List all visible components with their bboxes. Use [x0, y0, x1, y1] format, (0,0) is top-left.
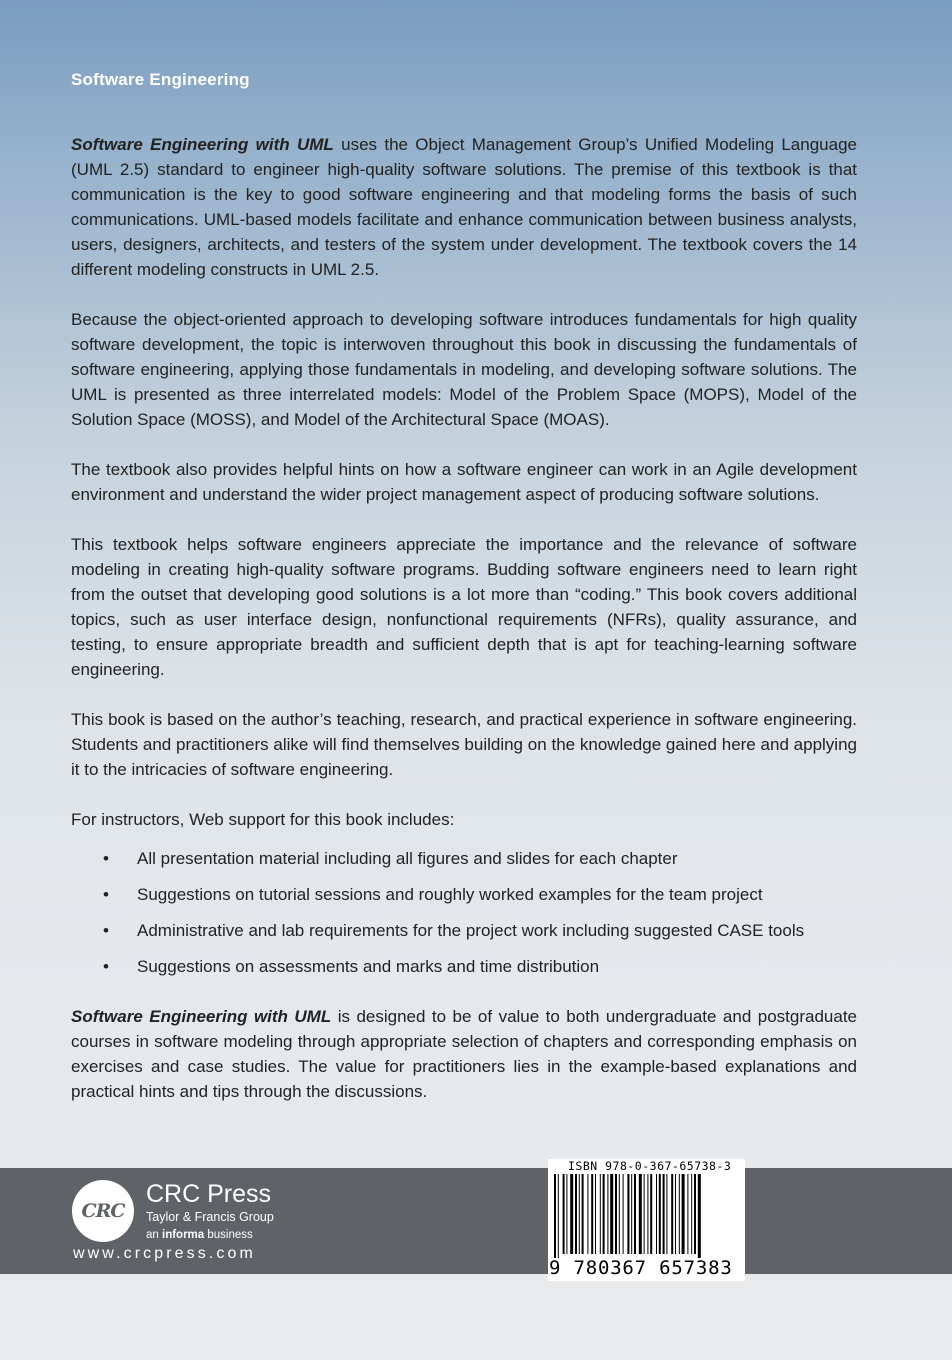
series-title: Software Engineering	[71, 70, 250, 89]
barcode-bar	[647, 1174, 648, 1254]
barcode-bar	[675, 1174, 676, 1254]
barcode-bar	[579, 1174, 580, 1254]
barcode-bar	[639, 1174, 642, 1254]
paragraph-7-text: is designed to be of value to both undergraduate and postgraduate courses in software modeling through appropriate selection of chapters and corresponding emphasis on exercises and case studies. The value for practitioners lies in the example-based explanations and practical hints and tips through the discussions.	[71, 1007, 857, 1101]
barcode-bar	[671, 1174, 673, 1254]
publisher-group: Taylor & Francis Group	[146, 1210, 274, 1224]
web-support-list	[71, 846, 857, 979]
barcode-bar	[582, 1174, 584, 1254]
book-title-inline: Software Engineering with UML	[71, 1007, 332, 1026]
barcode-bar	[558, 1174, 559, 1258]
barcode-bar	[679, 1174, 680, 1254]
isbn-label: ISBN 978-0-367-65738-3	[568, 1159, 732, 1173]
barcode-bar	[694, 1174, 696, 1254]
paragraph-6: For instructors, Web support for this book includes:	[71, 810, 455, 829]
barcode-bar	[644, 1174, 645, 1254]
barcode-bar	[610, 1174, 613, 1254]
bullet-icon: •	[103, 849, 109, 868]
list-item: • Administrative and lab requirements for the project work including suggested CASE tools	[71, 918, 857, 943]
barcode-bar	[554, 1174, 556, 1258]
paragraph-5: This book is based on the author’s teaching, research, and practical experience in software engineering. Students and practitioners alike will find themselves building on the knowledge gained here and applying it to the intricacies of software engineering.	[71, 710, 857, 779]
paragraph-1	[71, 132, 857, 282]
barcode-bar	[591, 1174, 593, 1254]
barcode-bar	[607, 1174, 608, 1254]
bullet-icon: •	[103, 885, 109, 904]
barcode-bar	[615, 1174, 617, 1254]
crc-logo-icon	[72, 1180, 134, 1242]
barcode-bar	[566, 1174, 567, 1254]
list-item: • Suggestions on tutorial sessions and roughly worked examples for the team project	[71, 882, 857, 907]
paragraph-1-text: uses the Object Management Group’s Unified Modeling Language (UML 2.5) standard to engineer high-quality software solutions. The premise of this textbook is that communication is the key to good software engineering and that modeling forms the basis of such communications. UML-based models facilitate and enhance communication between business analysts, users, designers, architects, and testers of the system under development. The textbook covers the 14 different modeling constructs in UML 2.5.	[71, 135, 857, 279]
barcode-bar	[623, 1174, 624, 1254]
barcode-bar	[663, 1174, 665, 1254]
barcode-bar	[650, 1174, 652, 1254]
barcode-bar	[619, 1174, 620, 1254]
logo-text: CRC	[81, 1200, 125, 1222]
barcode-bar	[627, 1174, 629, 1254]
publisher-name: CRC Press	[146, 1180, 272, 1208]
blurb	[71, 132, 857, 1129]
barcode-bar	[656, 1174, 657, 1254]
barcode-bar	[698, 1174, 701, 1258]
barcode-bar	[687, 1174, 688, 1254]
barcode-bar	[634, 1174, 636, 1254]
barcode-bar	[575, 1174, 577, 1254]
barcode	[548, 1159, 745, 1281]
bullet-icon: •	[103, 957, 109, 976]
list-item: • Suggestions on assessments and marks and time distribution	[71, 954, 857, 979]
book-title-inline: Software Engineering with UML	[71, 135, 334, 154]
ean-digits: 9 780367 657383	[549, 1257, 733, 1279]
barcode-bar	[631, 1174, 632, 1254]
barcode-bar	[563, 1174, 565, 1254]
publisher-url: www.crcpress.com	[73, 1245, 256, 1262]
paragraph-4: This textbook helps software engineers appreciate the importance and the relevance of software modeling in creating high-quality software programs. Budding software engineers need to learn right from the outset that developing good solutions is a lot more than “coding.” This book covers additional topics, such as user interface design, nonfunctional requirements (NFRs), quality assurance, and testing, to ensure appropriate breadth and sufficient depth that is apt for teaching-learning software engineering.	[71, 535, 857, 679]
paragraph-2: Because the object-oriented approach to developing software introduces fundamentals for high quality software development, the topic is interwoven throughout this book in discussing the fundamentals of software engineering, applying those fundamentals in modeling, and developing software solutions. The UML is presented as three interrelated models: Model of the Problem Space (MOPS), Model of the Solution Space (MOSS), and Model of the Architectural Space (MOAS).	[71, 310, 857, 429]
barcode-bar	[666, 1174, 667, 1254]
barcode-bar	[682, 1174, 685, 1254]
paragraph-7	[71, 1004, 857, 1104]
barcode-bar	[691, 1174, 692, 1254]
list-item: • All presentation material including all figures and slides for each chapter	[71, 846, 857, 871]
barcode-bar	[600, 1174, 601, 1254]
publisher-tagline: an informa business	[146, 1229, 253, 1241]
barcode-bars	[552, 1174, 741, 1258]
barcode-bar	[603, 1174, 605, 1254]
barcode-bar	[570, 1174, 573, 1254]
bullet-icon: •	[103, 921, 109, 940]
paragraph-3: The textbook also provides helpful hints on how a software engineer can work in an Agile development environment and understand the wider project management aspect of producing software solutions.	[71, 460, 857, 504]
barcode-bar	[595, 1174, 596, 1254]
barcode-bar	[587, 1174, 588, 1254]
barcode-bar	[659, 1174, 661, 1254]
